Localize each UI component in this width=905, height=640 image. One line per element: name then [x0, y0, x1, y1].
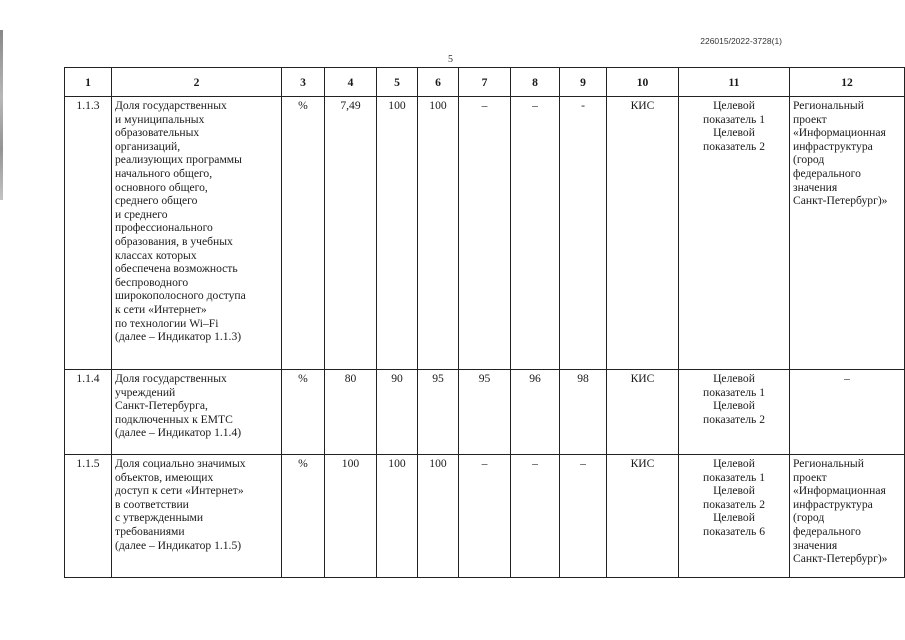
- value-col-7: –: [459, 97, 511, 370]
- regional-project: Региональный проект «Информационная инфраструктура (город федерального значения Санкт-Петербург)»: [790, 455, 905, 578]
- data-source: КИС: [607, 97, 679, 370]
- table-body: [65, 97, 905, 578]
- column-header-6: 6: [418, 68, 459, 97]
- unit-cell: %: [282, 455, 325, 578]
- value-col-5: 90: [377, 370, 418, 455]
- value-col-4: 100: [325, 455, 377, 578]
- column-header-3: 3: [282, 68, 325, 97]
- table-row: [65, 370, 905, 455]
- column-header-4: 4: [325, 68, 377, 97]
- column-header-5: 5: [377, 68, 418, 97]
- value-col-6: 100: [418, 97, 459, 370]
- value-col-4: 7,49: [325, 97, 377, 370]
- indicator-name: Доля государственных и муниципальных образовательных организаций, реализующих программы начального общего, основного общего, среднего общего и среднего профессионального образования, в учебных классах которых обеспечена возможность беспроводного широкополосного доступа к сети «Интернет» по технологии Wi–Fi (далее – Индикатор 1.1.3): [112, 97, 282, 370]
- data-source: КИС: [607, 455, 679, 578]
- value-col-7: –: [459, 455, 511, 578]
- indicators-table: [64, 67, 905, 578]
- value-col-8: –: [511, 97, 560, 370]
- unit-cell: %: [282, 370, 325, 455]
- regional-project: –: [790, 370, 905, 455]
- target-indicators: Целевой показатель 1 Целевой показатель 2: [679, 370, 790, 455]
- header-row: [65, 68, 905, 97]
- column-header-7: 7: [459, 68, 511, 97]
- target-indicators: Целевой показатель 1 Целевой показатель 2 Целевой показатель 6: [679, 455, 790, 578]
- page-number: 5: [448, 54, 453, 65]
- value-col-4: 80: [325, 370, 377, 455]
- column-header-12: 12: [790, 68, 905, 97]
- table-header: [65, 68, 905, 97]
- data-source: КИС: [607, 370, 679, 455]
- table-row: [65, 97, 905, 370]
- document-number: 226015/2022-3728(1): [700, 36, 782, 46]
- value-col-9: –: [560, 455, 607, 578]
- value-col-7: 95: [459, 370, 511, 455]
- target-indicators: Целевой показатель 1 Целевой показатель 2: [679, 97, 790, 370]
- value-col-9: 98: [560, 370, 607, 455]
- table-row: [65, 455, 905, 578]
- column-header-2: 2: [112, 68, 282, 97]
- unit-cell: %: [282, 97, 325, 370]
- value-col-5: 100: [377, 97, 418, 370]
- indicator-name: Доля государственных учреждений Санкт-Петербурга, подключенных к ЕМТС (далее – Индикатор 1.1.4): [112, 370, 282, 455]
- column-header-10: 10: [607, 68, 679, 97]
- value-col-8: –: [511, 455, 560, 578]
- column-header-1: 1: [65, 68, 112, 97]
- value-col-6: 95: [418, 370, 459, 455]
- indicator-number: 1.1.4: [65, 370, 112, 455]
- column-header-9: 9: [560, 68, 607, 97]
- indicator-number: 1.1.5: [65, 455, 112, 578]
- scan-edge-artifact: [0, 30, 3, 200]
- value-col-5: 100: [377, 455, 418, 578]
- regional-project: Региональный проект «Информационная инфраструктура (город федерального значения Санкт-Петербург)»: [790, 97, 905, 370]
- value-col-8: 96: [511, 370, 560, 455]
- column-header-8: 8: [511, 68, 560, 97]
- column-header-11: 11: [679, 68, 790, 97]
- value-col-9: -: [560, 97, 607, 370]
- value-col-6: 100: [418, 455, 459, 578]
- indicator-number: 1.1.3: [65, 97, 112, 370]
- indicator-name: Доля социально значимых объектов, имеющих доступ к сети «Интернет» в соответствии с утвержденными требованиями (далее – Индикатор 1.1.5): [112, 455, 282, 578]
